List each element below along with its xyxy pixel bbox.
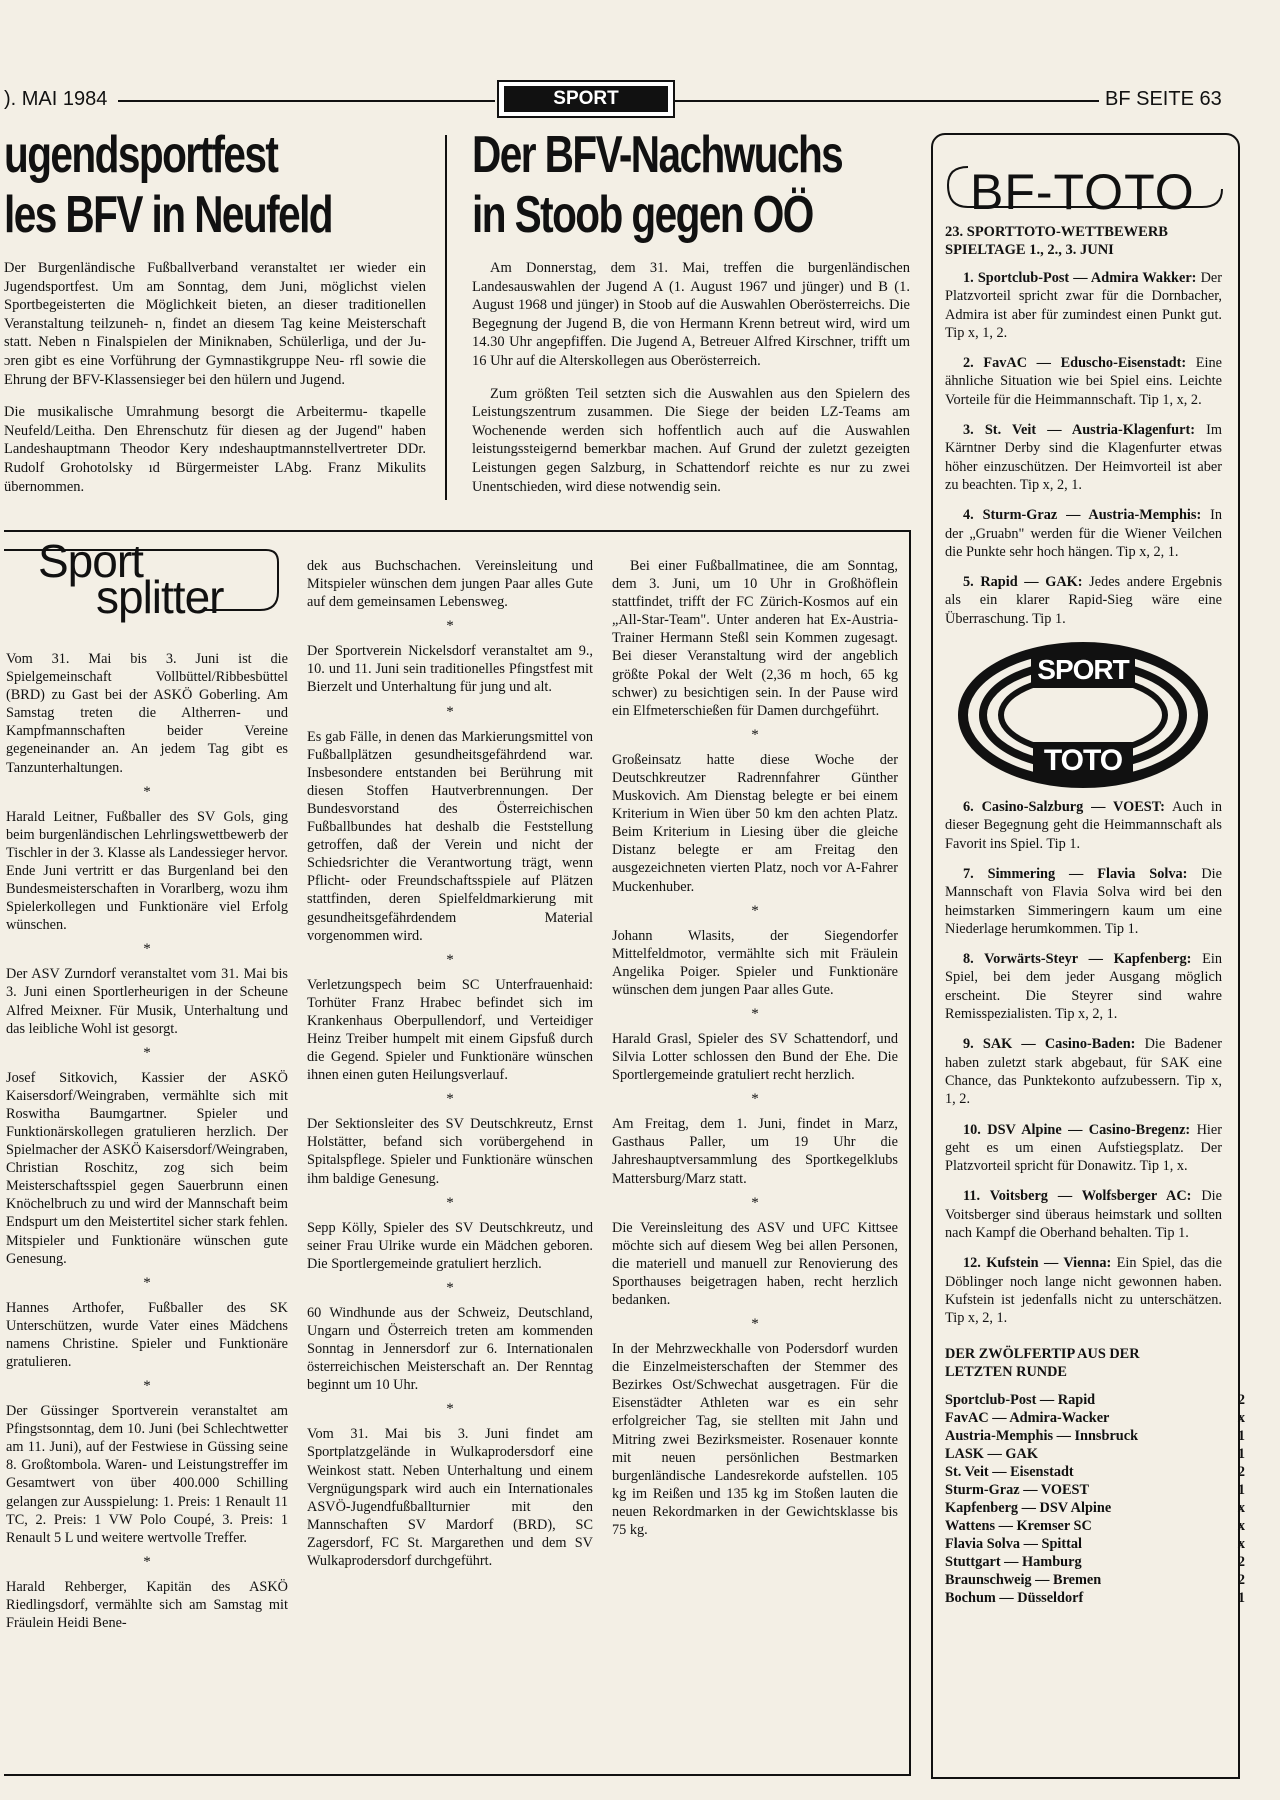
toto-tip-match: 10. DSV Alpine — Casino-Bregenz: (963, 1121, 1191, 1138)
zwoelfertip-table (945, 1391, 1245, 1607)
result-match: St. Veit — Eisenstadt (945, 1464, 1074, 1481)
toto-tip-match: 3. St. Veit — Austria-Klagenfurt: (963, 422, 1195, 439)
article-divider (445, 135, 447, 500)
toto-tip-text: Ein Spiel, bei dem jeder Ausgang möglich erscheint. Die Steyrer sind wahre Remisspezialisten. Tip x, 2, 1. (945, 951, 1222, 1023)
header-rule-left (118, 100, 495, 102)
result-tip: 1 (1237, 1482, 1245, 1499)
section-label-box (497, 80, 675, 118)
result-match: Sportclub-Post — Rapid (945, 1392, 1096, 1409)
separator-star: * (446, 1194, 454, 1211)
toto-tip (945, 798, 1222, 853)
result-match: Stuttgart — Hamburg (945, 1554, 1082, 1571)
bf-toto-logo-area (940, 163, 1230, 223)
splitter-item: Der Sportverein Nickelsdorf veranstaltet am 9., 10. und 11. Juni sein traditionelles Pfingstfest mit Bierzelt und Unterhaltung für jung und alt. (307, 643, 593, 696)
section-label: SPORT (504, 86, 668, 112)
toto-tip-match: 2. FavAC — Eduscho-Eisenstadt: (963, 355, 1187, 372)
result-tip: 2 (1237, 1392, 1245, 1409)
result-tip: x (1237, 1410, 1245, 1427)
toto-tip-match: 6. Casino-Salzburg — VOEST: (963, 799, 1165, 816)
splitter-item: Hannes Arthofer, Fußballer des SK Unterschützen, wurde Vater eines Mädchens namens Christine. Spieler und Funktionäre gratulieren. (6, 1299, 288, 1370)
toto-tip-text: Jedes andere Ergebnis als ein klarer Rapid-Sieg wäre eine Überraschung. Tip 1. (945, 574, 1223, 627)
separator-star: * (143, 1378, 151, 1395)
article1-paragraph: Der Burgenländische Fußballverband veranstaltet ıer wieder ein Jugendsportfest. Um am Sonntag, dem Juni, möglichst vielen Sportbegeisterten die Möglichkeit bieten, an dieser traditionellen Veranstaltung teilzuneh- n, findet an diesem Tag keine Meisterschaft statt. Neben n Finalspielen der Miniknaben, Schülerliga, und der Ju- ɔren gibt es eine Vorführung der Gymnastikgruppe Neu- rfl sowie die Ehrung der BFV-Klassensieger bei den hülern und Jugend. (4, 260, 426, 388)
toto-tip-text: Auch in dieser Begegnung geht die Heimmannschaft als Favorit ins Spiel. Tip 1. (945, 799, 1222, 852)
toto-tip (945, 269, 1222, 342)
toto-tip (945, 1187, 1222, 1242)
table-row (945, 1589, 1245, 1607)
separator-star: * (751, 902, 759, 919)
zwoelfertip-title-1: DER ZWÖLFERTIP AUS DER (945, 1346, 1140, 1363)
toto-tip (945, 950, 1222, 1023)
separator-star: * (751, 726, 759, 743)
toto-tip-text: Die Mannschaft von Flavia Solva wird bei den heimstarken Simmeringern kaum um eine Niederlage herumkommen. Tip 1. (945, 865, 1223, 937)
splitter-item: Die Vereinsleitung des ASV und UFC Kittsee möchte sich auf diesem Weg bei allen Personen, die materiell und manuell zur Renovierung des Sporthauses beigetragen haben, recht herzlich bedanken. (612, 1219, 898, 1308)
article2-paragraph: Am Donnerstag, dem 31. Mai, treffen die burgenländischen Landesauswahlen der Jugend A (1. August 1967 und jünger) und B (1. August 1968 und jünger) in Stoob auf die Auswahlen Oberösterreichs. Die Begegnung der Jugend B, die von Hermann Krenn betreut wird, wird um 14.30 Uhr angepfiffen. Die Jugend A, Betreuer Alfred Kirschner, trifft um 16 Uhr auf die Alterskollegen aus Oberösterreich. (472, 260, 910, 369)
splitter-item: Es gab Fälle, in denen das Markierungsmittel von Fußballplätzen gesundheitsgefährdend war. Insbesondere entstanden bei Berührung mit diesen Stoffen Hautverbrennungen. Der Bundesvorstand des Österreichischen Fußballbundes hat deshalb die Feststellung getroffen, daß der Verein und nicht der Schiedsrichter die Verantwortung trägt, wenn Pflicht- oder Freundschaftsspiele auf Plätzen stattfinden, deren Spielfeldmarkierung mit gesundheitsgefährdendem Material vorgenommen wird. (307, 728, 593, 944)
separator-star: * (143, 1274, 151, 1291)
splitter-item: Vom 31. Mai bis 3. Juni ist die Spielgemeinschaft Vollbüttel/Ribbesbüttel (BRD) zu Gast bei der ASKÖ Goberling. Am Samstag treten die Altherren- und Kampfmannschaften beider Vereine gegeneinander an. An jedem Tag gibt es Tanzunterhaltungen. (6, 651, 288, 776)
sportsplitter-logo-line1: Sport (38, 535, 143, 587)
splitter-item: Der Sektionsleiter des SV Deutschkreutz, Ernst Holstätter, befand sich vorübergehend in Spitalspflege. Spieler und Funktionäre wünschen ihm baldige Genesung. (307, 1116, 593, 1187)
separator-star: * (751, 1005, 759, 1022)
toto-tip-text: Der Platzvorteil spricht zwar für die Dornbacher, Admira ist aber für zumindest einen Punkt gut. Tip x, 1, 2. (945, 270, 1223, 341)
toto-tip-text: Im Kärntner Derby sind die Klagenfurter etwas höher einzuschützen. Der Heimvorteil ist aber zu beachten. Tip x, 2, 1. (945, 422, 1222, 493)
table-row (945, 1391, 1245, 1409)
sportsplitter-logo-frame (4, 530, 284, 620)
toto-tip-text: Eine ähnliche Situation wie bei Spiel eins. Leichte Vorteile für die Heimmannschaft. Tip 1, x, 2. (945, 355, 1222, 408)
toto-tip-text: Die Voitsberger sind überaus heimstark und sollten nach Kampf die Oberhand behalten. Tip 1. (945, 1188, 1222, 1241)
splitter-item: Am Freitag, dem 1. Juni, findet in Marz, Gasthaus Paller, um 19 Uhr die Jahreshauptversammlung des Sportkegelklubs Mattersburg/Marz statt. (612, 1116, 898, 1187)
separator-star: * (751, 1194, 759, 1211)
toto-tip (945, 421, 1222, 494)
result-tip: 2 (1237, 1464, 1245, 1481)
table-row (945, 1427, 1245, 1445)
zwoelfertip-title-2: LETZTEN RUNDE (945, 1364, 1067, 1381)
toto-tip-match: 5. Rapid — GAK: (963, 574, 1083, 591)
splitter-item: Sepp Kölly, Spieler des SV Deutschkreutz, und seiner Frau Ulrike wurde ein Mädchen geboren. Die Sportlergemeinde gratuliert herzlich. (307, 1219, 593, 1272)
bf-toto-content (945, 223, 1245, 1607)
separator-star: * (446, 1401, 454, 1418)
splitter-item: 60 Windhunde aus der Schweiz, Deutschland, Ungarn und Österreich treten am kommenden Sonntag in Jennersdorf zur 6. Internationalen österreichischen Meisterschaft an. Der Renntag beginnt um 10 Uhr. (307, 1304, 593, 1394)
article1-headline-line1: ugendsportfest (4, 126, 278, 184)
splitter-item: Der ASV Zurndorf veranstaltet vom 31. Mai bis 3. Juni einen Sportlerheurigen in der Scheune Alfred Meixner. Für Musik, Unterhaltung und das leibliche Wohl ist gesorgt. (6, 966, 288, 1037)
result-match: Bochum — Düsseldorf (945, 1590, 1084, 1607)
table-row (945, 1571, 1245, 1589)
splitter-item: In der Mehrzweckhalle von Podersdorf wurden die Einzelmeisterschaften der Stemmer des Bezirkes Ost/Schwechat ausgetragen. Für die Eisenstädter Athleten war es ein sehr erfolgreicher Tag, sie stellten mit Jahn und Mitring zwei Bezirksmeister. Rosenauer konnte mit neuen persönlichen Bestmarken burgenländische Landesrekorde aufstellen. 105 kg im Reißen und 135 kg im Stoßen lauten die neuen Rekordmarken in der Gewichtsklasse bis 75 kg. (612, 1341, 898, 1539)
toto-tip-text: Ein Spiel, das die Döblinger noch lange nicht gewonnen haben. Kufstein ist jedenfalls nicht zu unterschätzen. Tip x, 2, 1. (945, 1255, 1222, 1327)
header-rule-right (673, 100, 1099, 102)
result-match: Braunschweig — Bremen (945, 1572, 1102, 1589)
result-tip: 2 (1237, 1572, 1245, 1589)
table-row (945, 1499, 1245, 1517)
toto-title-1: 23. SPORTTOTO-WETTBEWERB (945, 224, 1168, 240)
splitter-item: Bei einer Fußballmatinee, die am Sonntag, dem 3. Juni, um 10 Uhr in Großhöflein stattfindet, trifft der FC Zürich-Kosmos auf ein „All-Star-Team". Unter anderen hat Ex-Austria-Trainer Hermann Steßl sein Kommen zugesagt. Bei dieser Veranstaltung wird der angeblich größte Pokal der Welt (2,36 m hoch, 65 kg schwer) zu besichtigen sein. In der Pause wird ein Elfmeterschießen für Damen durchgeführt. (612, 558, 898, 719)
separator-star: * (143, 941, 151, 958)
separator-star: * (143, 1553, 151, 1570)
splitter-column-3 (612, 557, 898, 1539)
separator-star: * (446, 951, 454, 968)
table-row (945, 1463, 1245, 1481)
article2-headline-line1: Der BFV-Nachwuchs (472, 126, 843, 184)
toto-tip-match: 1. Sportclub-Post — Admira Wakker: (963, 270, 1197, 286)
sportsplitter-logo (4, 530, 284, 623)
table-row (945, 1409, 1245, 1427)
result-match: Wattens — Kremser SC (945, 1518, 1092, 1535)
splitter-item: Harald Leitner, Fußballer des SV Gols, ging beim burgenländischen Lehrlingswettbewerb der Tischler in der 3. Klasse als Landessieger hervor. Ende Juni vertritt er das Burgenland bei den Bundesmeisterschaften in Vorarlberg, wozu ihm Spielerkollegen und Funktionäre viel Erfolg wünschen. (6, 808, 288, 934)
separator-star: * (143, 1044, 151, 1061)
splitter-item: dek aus Buchschachen. Vereinsleitung und Mitspieler wünschen dem jungen Paar alles Gute auf dem gemeinsamen Lebensweg. (307, 558, 593, 611)
toto-tip-match: 7. Simmering — Flavia Solva: (963, 865, 1188, 882)
toto-tip-text: Hier geht es um einen Aufstiegsplatz. Der Platzvorteil spricht für Donawitz. Tip 1, x. (945, 1121, 1222, 1175)
table-row (945, 1535, 1245, 1553)
toto-tip (945, 1121, 1222, 1176)
toto-tip (945, 573, 1222, 628)
toto-tip (945, 1254, 1222, 1327)
table-row (945, 1481, 1245, 1499)
splitter-item: Vom 31. Mai bis 3. Juni findet am Sportplatzgelände in Wulkaprodersdorf eine Weinkost statt. Neben Unterhaltung und einem Vergnügungspark wird auch ein Internationales ASVÖ-Jugendfußballturnier mit den Mannschaften SV Mardorf (BRD), SC Zagersdorf, FC St. Margarethen und dem SV Wulkaprodersdorf durchgeführt. (307, 1426, 593, 1570)
toto-tip (945, 1035, 1222, 1108)
page-number: BF SEITE 63 (1105, 88, 1222, 110)
result-tip: 2 (1237, 1554, 1245, 1571)
article1-headline-line2: les BFV in Neufeld (4, 186, 333, 244)
splitter-item: Großeinsatz hatte diese Woche der Deutschkreutzer Radrennfahrer Günther Muskovich. Am Dienstag belegte er bei einem Kriterium in Wien über 50 km den achten Platz. Beim Kriterium in Liesing über die gleiche Distanz belegte er am Freitag den ausgezeichneten vierten Platz, noch vor A-Fahrer Muckenhuber. (612, 751, 898, 895)
table-row (945, 1553, 1245, 1571)
separator-star: * (143, 783, 151, 800)
result-tip: 1 (1237, 1446, 1245, 1463)
splitter-item: Harald Rehberger, Kapitän des ASKÖ Riedlingsdorf, vermählte sich am Samstag mit Fräulein Heidi Bene- (6, 1578, 288, 1632)
splitter-column-2 (307, 557, 593, 1570)
toto-title-2: SPIELTAGE 1., 2., 3. JUNI (945, 242, 1114, 258)
result-match: FavAC — Admira-Wacker (945, 1410, 1110, 1427)
result-match: LASK — GAK (945, 1446, 1038, 1463)
separator-star: * (446, 703, 454, 720)
separator-star: * (751, 1091, 759, 1108)
article2-paragraph: Zum größten Teil setzten sich die Auswahlen aus den Spielern des Leistungszentrum zusammen. Die Siege der beiden LZ-Teams am Wochenende werden sich hoffentlich auch auf die Auswahlen leistungssteigernd bemerkbar machen. Auf Grund der zuletzt gezeigten Leistungen gegen Salzburg, in Schattendorf reichte es nur zu zwei Unentschieden, wird diese notwendig sein. (472, 385, 910, 495)
splitter-item: Der Güssinger Sportverein veranstaltet am Pfingstsonntag, dem 10. Juni (bei Schlechtwetter am 11. Juni), auf der Festwiese in Güssing seine 8. Großtombola. Waren- und Leistungstreffer im Gesamtwert von über 400.000 Schilling gelangen zur Ausspielung: 1. Preis: 1 Renault 11 TC, 2. Preis: 1 VW Polo Coupé, 3. Preis: 1 Renault 5 L und weitere wertvolle Treffer. (6, 1403, 288, 1546)
toto-tip-text: In der „Gruabn" werden für die Wiener Veilchen die Punkte sehr hoch hängen. Tip x, 2, 1. (945, 507, 1222, 560)
sport-toto-logo (945, 640, 1222, 790)
toto-tip-match: 4. Sturm-Graz — Austria-Memphis: (963, 507, 1202, 524)
article-jugendsportfest (4, 125, 426, 510)
toto-tip-match: 8. Vorwärts-Steyr — Kapfenberg: (963, 951, 1192, 968)
toto-tip (945, 506, 1222, 561)
table-row (945, 1445, 1245, 1463)
result-match: Sturm-Graz — VOEST (945, 1482, 1090, 1499)
result-match: Kapfenberg — DSV Alpine (945, 1500, 1112, 1517)
result-match: Flavia Solva — Spittal (945, 1536, 1083, 1553)
splitter-item: Harald Grasl, Spieler des SV Schattendorf, und Silvia Lotter schlossen den Bund der Ehe. Die Sportlergemeinde gratuliert recht herzlich. (612, 1030, 898, 1084)
toto-tip-match: 9. SAK — Casino-Baden: (963, 1036, 1136, 1053)
result-tip: 1 (1237, 1590, 1245, 1607)
sportsplitter-logo-line2: splitter (96, 571, 224, 623)
issue-date: ). MAI 1984 (4, 88, 108, 110)
toto-tip (945, 354, 1222, 409)
article-bfv-nachwuchs (472, 125, 910, 510)
separator-star: * (446, 1279, 454, 1296)
result-tip: 1 (1237, 1428, 1245, 1445)
toto-tip-text: Die Badener haben zuletzt stark abgebaut, für SAK eine Chance, das Punktekonto aufzubessern. Tip x, 1, 2. (945, 1036, 1222, 1108)
result-tip: x (1237, 1536, 1245, 1553)
result-tip: x (1237, 1518, 1245, 1535)
article2-headline-line2: in Stoob gegen OÖ (472, 186, 813, 244)
toto-tip (945, 865, 1222, 938)
toto-tip-match: 12. Kufstein — Vienna: (963, 1255, 1112, 1272)
table-row (945, 1517, 1245, 1535)
sport-toto-badge-top: SPORT (1037, 654, 1129, 686)
splitter-item: Verletzungspech beim SC Unterfrauenhaid: Torhüter Franz Hrabec befindet sich im Krankenhaus Oberpullendorf, und Verteidiger Heinz Treiber humpelt mit einem Gipsfuß durch die Gegend. Spieler und Funktionäre wünschen ihnen einen guten Heilungsverlauf. (307, 976, 593, 1084)
splitter-item: Johann Wlasits, der Siegendorfer Mittelfeldmotor, vermählte sich mit Fräulein Angelika Poiger. Spieler und Funktionäre wünschen dem jungen Paar alles Gute. (612, 927, 898, 998)
bf-toto-logo: BF-TOTO (970, 164, 1195, 220)
sport-toto-badge-bottom: TOTO (1043, 744, 1123, 778)
splitter-column-1 (6, 650, 288, 1632)
article1-paragraph: Die musikalische Umrahmung besorgt die Arbeitermu- tkapelle Neufeld/Leitha. Den Ehrenschutz für diesen ag der Jugend" haben Landeshauptmann Theodor Kery ındeshauptmannstellvertreter DDr. Rudolf Grohotolsky ıd Bürgermeister LAbg. Franz Mikulits übernommen. (4, 404, 426, 495)
separator-star: * (446, 1091, 454, 1108)
result-match: Austria-Memphis — Innsbruck (945, 1428, 1139, 1445)
toto-tip-match: 11. Voitsberg — Wolfsberger AC: (963, 1188, 1192, 1205)
result-tip: x (1237, 1500, 1245, 1517)
splitter-item: Josef Sitkovich, Kassier der ASKÖ Kaisersdorf/Weingraben, vermählte sich mit Roswitha Baumgartner. Spieler und Funktionärskollegen gratulieren herzlich. Der Spielmacher der ASKÖ Kaisersdorf/Weingraben, Christian Roschitz, zog sich beim Meisterschaftsspiel gegen Sauerbrunn einen Knöchelbruch zu und wird der Mannschaft beim Endspurt um den Meistertitel sicher stark fehlen. Mitspieler und Funktionäre wünschen gute Genesung. (6, 1069, 288, 1267)
separator-star: * (751, 1316, 759, 1333)
separator-star: * (446, 618, 454, 635)
bf-toto-logo-frame (940, 163, 1230, 223)
